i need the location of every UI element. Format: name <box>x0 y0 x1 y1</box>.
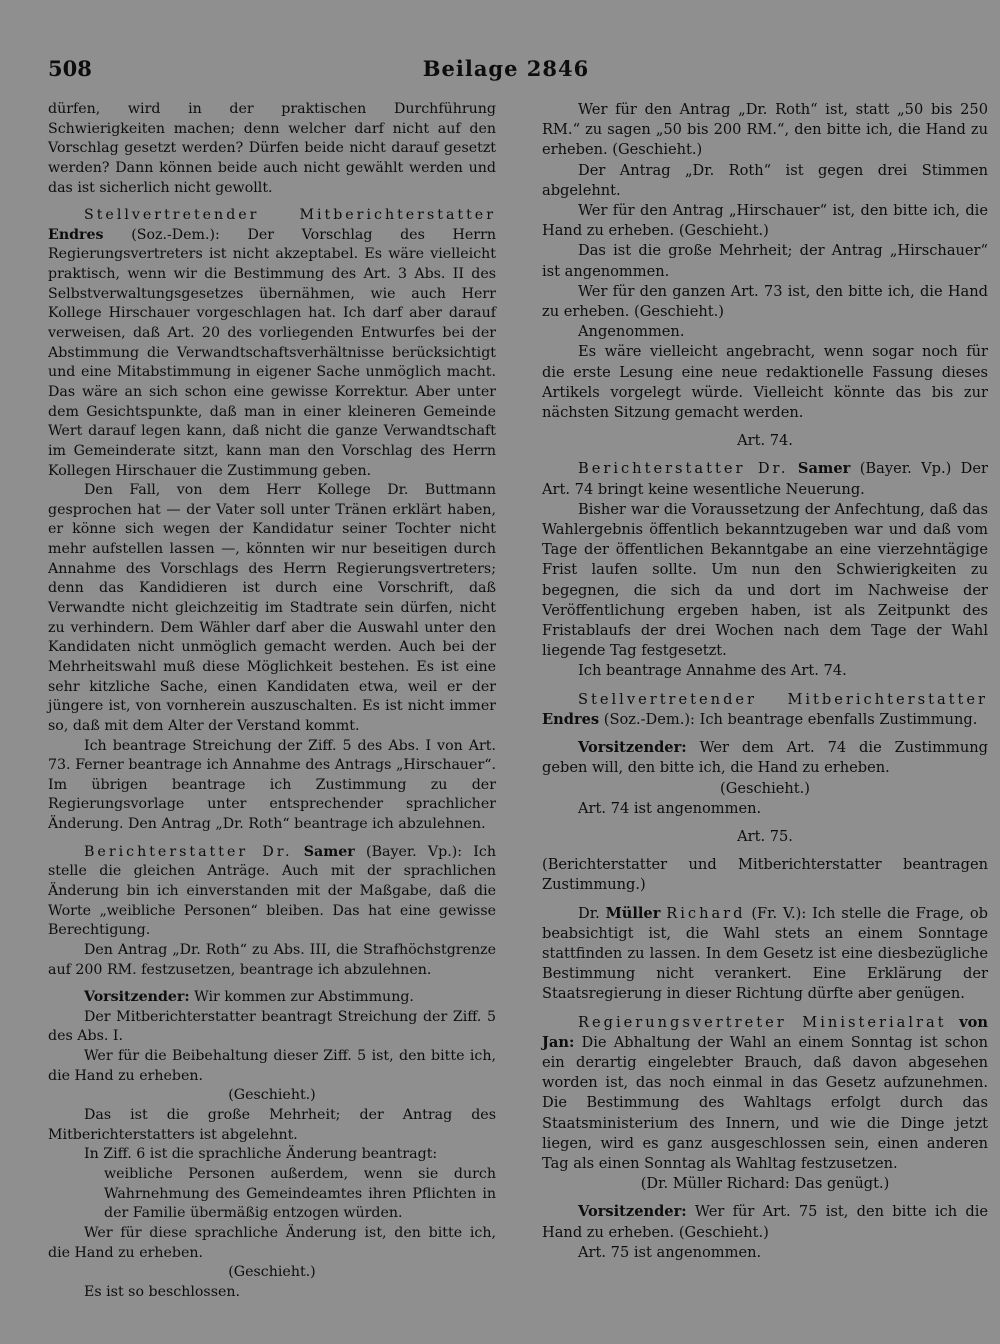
text-run: Ich beantrage Annahme des Art. 74. <box>578 662 847 680</box>
text-run: Art. 75. <box>737 827 793 845</box>
paragraph <box>542 1174 988 1194</box>
text-run: (Dr. Müller Richard: Das genügt.) <box>640 1175 890 1193</box>
text-run: Wer für die Beibehaltung dieser Ziff. 5 ist, den bitte ich, die Hand zu erheben. <box>48 1048 496 1084</box>
text-run: (Berichterstatter und Mitberichterstatter beantragen Zustimmung.) <box>542 856 988 894</box>
text-run: Es wäre vielleicht angebracht, wenn sogar noch für die erste Lesung eine neue redaktionelle Fassung dieses Artikels vorgelegt würde. Vielleicht könnte das bis zur nächsten Sitzung gemacht werden. <box>542 343 988 422</box>
speaker-name: Müller <box>605 904 661 922</box>
speaker-role: Berichterstatter Dr. <box>578 460 789 478</box>
text-run: Art. 75 ist angenommen. <box>578 1243 762 1261</box>
paragraph <box>48 1047 496 1086</box>
text-run: Das ist die große Mehrheit; der Antrag des Mitberichterstatters ist abgelehnt. <box>48 1107 496 1143</box>
text-run: Ich beantrage Streichung der Ziff. 5 des Abs. I von Art. 73. Ferner beantrage ich Annahme des Antrags „Hirschauer“. Im übrigen beantrage ich Zustimmung zu der Regierungsvorlage unter entsprechender sprachlicher Änderung. Den Antrag „Dr. Roth“ beantrage ich abzulehnen. <box>48 737 496 833</box>
speaker-name: Vorsitzender: <box>578 1203 687 1221</box>
paragraph <box>542 342 988 423</box>
text-run: Wer für diese sprachliche Änderung ist, den bitte ich, die Hand zu erheben. <box>48 1224 496 1261</box>
paragraph <box>48 988 496 1008</box>
paragraph <box>48 481 496 736</box>
text-run: Die Abhaltung der Wahl an einem Sonntag ist schon ein derartig eingelebter Brauch, daß davon abgesehen worden ist, das noch einmal in das Gesetz aufzunehmen. Die Bestimmung des Wahltags erfolgt durch das Staatsministerium des Innern, und wie die Dinge jetzt liegen, wird es ganz ausgeschlossen sein, einen anderen Tag als einen Sonntag als Wahltag festzusetzen. <box>542 1033 988 1172</box>
paragraph <box>48 206 496 481</box>
text-run: Es ist so beschlossen. <box>84 1283 241 1300</box>
speaker-role: Stellvertretender Mitberichterstatter <box>84 207 496 224</box>
paragraph <box>542 100 988 161</box>
paragraph <box>542 827 988 847</box>
left-column <box>48 100 496 1302</box>
paragraph <box>542 161 988 201</box>
text-run: (Geschieht.) <box>228 1087 316 1104</box>
text-run: Das ist die große Mehrheit; der Antrag „Hirschauer“ ist angenommen. <box>542 242 988 280</box>
text-run: Wer für Art. 75 ist, den bitte ich die Hand zu erheben. (Geschieht.) <box>542 1203 988 1241</box>
speaker-name: Vorsitzender: <box>84 989 190 1006</box>
paragraph <box>542 799 988 819</box>
text-run: (Bayer. Vp.): Ich stelle die gleichen Anträge. Auch mit der sprachlichen Änderung bin ich einverstanden mit der Maßgabe, daß die Worte „weibliche Personen“ bleiben. Das hat eine gewisse Berechtigung. <box>48 843 496 939</box>
speaker-role: Regierungsvertreter Ministerialrat <box>578 1013 947 1031</box>
text-run: Angenommen. <box>578 323 685 341</box>
text-run: Art. 74. <box>737 432 793 450</box>
paragraph <box>542 1243 988 1263</box>
speaker-name: Endres <box>542 710 600 728</box>
text-run: (Soz.-Dem.): Ich beantrage ebenfalls Zustimmung. <box>599 710 978 728</box>
text-run: Wir kommen zur Abstimmung. <box>189 989 414 1006</box>
text-run: Den Fall, von dem Herr Kollege Dr. Buttmann gesprochen hat — der Vater soll unter Tränen erklärt haben, er könne sich wegen der Kandidatur seiner Tochter nicht mehr aufstellen lassen —, könnten wir nur beseitigen durch Annahme des Vorschlags des Herrn Regierungsvertreters; denn das Kandidieren ist durch eine Vorschrift, daß Verwandte nicht gleichzeitig im Stadtrate sein dürfen, nicht zu verhindern. Dem Wähler darf aber die Auswahl unter den Kandidaten nicht unmöglich gemacht werden. Auch bei der Mehrheitswahl muß diese Möglichkeit bestehen. Es ist eine sehr kitzliche Sache, einen Kandidaten etwa, weil er der jüngere ist, von vornherein auszuschalten. Es ist nicht immer so, daß mit dem Alter der Verstand kommt. <box>48 482 496 734</box>
paragraph <box>542 500 988 662</box>
page-header <box>48 56 964 90</box>
text-run: weibliche Personen außerdem, wenn sie durch Wahrnehmung des Gemeindeamtes ihren Pflichten in der Familie übermäßig entzogen würden. <box>104 1165 496 1222</box>
paragraph <box>48 1283 496 1303</box>
paragraph <box>48 1145 496 1165</box>
text-run: (Soz.-Dem.): Der Vorschlag des Herrn Regierungsvertreters ist nicht akzeptabel. Es wäre vielleicht praktisch, wenn wir die Bestimmung des Art. 3 Abs. II des Selbstverwaltungsgesetzes übernähmen, wie auch Herr Kollege Hirschauer vorgeschlagen hat. Ich darf aber darauf verweisen, daß Art. 20 des vorliegenden Entwurfes bei der Abstimmung die Verwandtschaftsverhältnisse berücksichtigt und eine Mitabstimmung in eigener Sache unmöglich macht. Das wäre an sich schon eine gewisse Korrektur. Aber unter dem Gesichtspunkte, daß man in einer kleineren Gemeinde Wert darauf legen kann, daß nicht die ganze Verwandtschaft im Gemeinderate sitzt, kann man den Vorschlag des Herrn Kollegen Hirschauer die Zustimmung geben. <box>48 226 496 479</box>
paragraph <box>542 904 988 1005</box>
text-run: (Bayer. Vp.) Der Art. 74 bringt keine wesentliche Neuerung. <box>542 460 988 498</box>
paragraph <box>542 690 988 730</box>
speaker-name: Samer <box>303 843 355 860</box>
paragraph <box>48 1165 496 1224</box>
text-run: Der Mitberichterstatter beantragt Streichung der Ziff. 5 des Abs. I. <box>48 1008 496 1045</box>
paragraph <box>542 779 988 799</box>
speaker-role: Berichterstatter Dr. <box>84 843 293 860</box>
paragraph <box>48 100 496 198</box>
text-run: Wer für den Antrag „Hirschauer“ ist, den bitte ich, die Hand zu erheben. (Geschieht.) <box>542 202 988 240</box>
text-run <box>789 460 798 477</box>
paragraph <box>542 431 988 451</box>
paragraph <box>48 1263 496 1283</box>
text-run: Wer dem Art. 74 die Zustimmung geben will, den bitte ich, die Hand zu erheben. <box>542 739 988 777</box>
paragraph <box>542 201 988 241</box>
text-run <box>293 844 304 860</box>
text-run: Wer für den ganzen Art. 73 ist, den bitte ich, die Hand zu erheben. (Geschieht.) <box>542 282 988 321</box>
paragraph <box>542 661 988 681</box>
paragraph <box>542 282 988 322</box>
text-run: dürfen, wird in der praktischen Durchführung Schwierigkeiten machen; denn welcher darf nicht auf den Vorschlag gesetzt werden? Dürfen beide nicht darauf gesetzt werden? Dann können beide auch nicht gewählt werden und das ist sicherlich nicht gewollt. <box>48 101 496 196</box>
speaker-role: Stellvertretender Mitberichterstatter <box>578 690 988 708</box>
paragraph <box>542 738 988 778</box>
text-run: Wer für den Antrag „Dr. Roth“ ist, statt „50 bis 250 RM.“ zu sagen „50 bis 200 RM.“, den bitte ich, die Hand zu erheben. (Geschieht.) <box>542 101 988 159</box>
paragraph <box>48 1224 496 1263</box>
text-run: Der Antrag „Dr. Roth“ ist gegen drei Stimmen abgelehnt. <box>542 161 988 199</box>
paragraph <box>542 1202 988 1242</box>
paragraph <box>48 843 496 941</box>
text-run: (Fr. V.): Ich stelle die Frage, ob beabsichtigt ist, die Wahl stets an einem Sonntage stattfinden zu lassen. In dem Gesetz ist eine diesbezügliche Bestimmung nicht verankert. Eine Erklärung der Staatsregierung in dieser Richtung dürfte aber genügen. <box>542 904 988 1003</box>
text-run: In Ziff. 6 ist die sprachliche Änderung beantragt: <box>84 1146 438 1163</box>
paragraph <box>542 855 988 895</box>
paragraph <box>542 459 988 499</box>
speaker-name: von Jan: <box>542 1013 988 1051</box>
text-run: (Geschieht.) <box>720 779 810 797</box>
page-number: 508 <box>48 56 92 81</box>
text-run: (Geschieht.) <box>228 1264 316 1281</box>
speaker-name: Endres <box>48 226 104 243</box>
page-title: Beilage 2846 <box>422 56 590 81</box>
paragraph <box>48 1106 496 1145</box>
right-column <box>542 100 988 1263</box>
paragraph <box>48 941 496 980</box>
paragraph <box>48 1086 496 1106</box>
paragraph <box>542 322 988 342</box>
speaker-role: Richard <box>666 904 746 922</box>
text-run: Art. 74 ist angenommen. <box>578 799 762 817</box>
paragraph <box>48 1008 496 1047</box>
paragraph <box>542 241 988 281</box>
text-run: Bisher war die Voraussetzung der Anfechtung, daß das Wahlergebnis öffentlich bekanntzugeben war und daß vom Tage der öffentlichen Bekanntgabe an eine vierzehntägige Frist laufen sollte. Um nun den Schwierigkeiten zu begegnen, die sich da und dort im Nachweise der Veröffentlichung ergeben haben, ist als Zeitpunkt des Fristablaufs der drei Wochen nach dem Tage der Wahl liegende Tag festgesetzt. <box>542 500 988 660</box>
speaker-name: Samer <box>797 460 851 478</box>
text-run <box>947 1014 960 1031</box>
paragraph <box>48 737 496 835</box>
paragraph <box>542 1013 988 1175</box>
text-run: Den Antrag „Dr. Roth“ zu Abs. III, die Strafhöchstgrenze auf 200 RM. festzusetzen, beantrage ich abzulehnen. <box>48 941 496 978</box>
speaker-name: Vorsitzender: <box>578 739 687 757</box>
text-run: Dr. <box>578 904 606 922</box>
